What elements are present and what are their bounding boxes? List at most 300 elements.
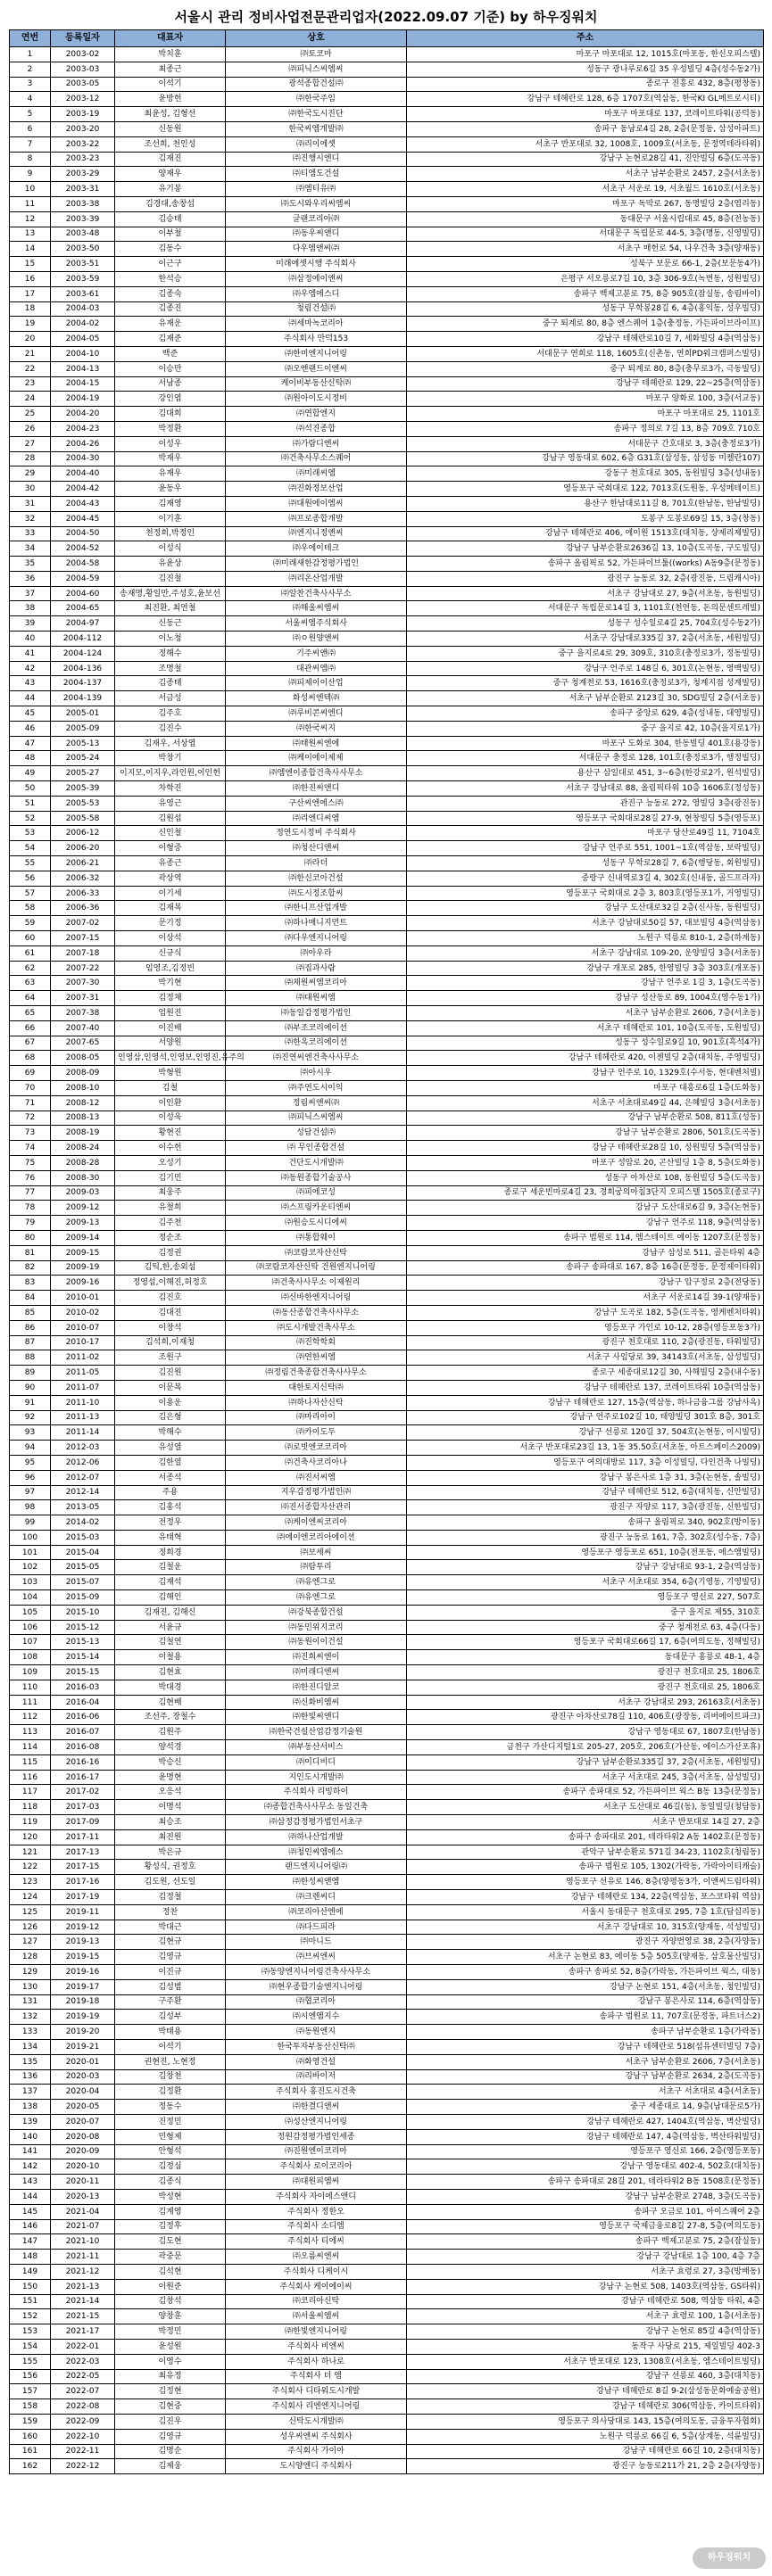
cell-address: 마포구 도화로 304, 한동빌딩 401호(용강동) <box>407 736 764 751</box>
table-row <box>10 1066 764 1081</box>
cell-address: 영등포구 국회대로 122, 7013호(도원동, 우성메테이트) <box>407 482 764 497</box>
cell-address: 강남구 봉은사로 1층 31, 3층(논현동, 솔빌딩) <box>407 1470 764 1485</box>
cell-index: 21 <box>10 346 51 361</box>
table-row <box>10 2459 764 2474</box>
cell-address: 송파구 송파대로 201, 테라타워2 A동 1402호(문정동) <box>407 1829 764 1845</box>
cell-representative: 이인환 <box>115 1095 226 1110</box>
cell-company: 미래에셋시행 주식회사 <box>226 257 407 272</box>
table-row <box>10 616 764 632</box>
cell-index: 117 <box>10 1785 51 1800</box>
cell-representative: 이원준 <box>115 2279 226 2294</box>
cell-index: 156 <box>10 2369 51 2384</box>
table-row <box>10 1201 764 1216</box>
cell-index: 41 <box>10 646 51 661</box>
cell-address: 강남구 봉은사로 114, 6층(역삼동) <box>407 1994 764 2010</box>
cell-index: 130 <box>10 1979 51 1994</box>
cell-date: 2004-02 <box>51 317 115 332</box>
table-row <box>10 451 764 466</box>
cell-index: 153 <box>10 2324 51 2340</box>
table-row <box>10 196 764 211</box>
cell-address: 강남구 논현로 151, 4층(서초동, 청인빌딩) <box>407 1979 764 1994</box>
cell-company: ㈜진화정보산업 <box>226 482 407 497</box>
cell-company: ㈜석진종합 <box>226 421 407 436</box>
table-row <box>10 2039 764 2054</box>
cell-date: 2015-12 <box>51 1620 115 1635</box>
cell-date: 2019-21 <box>51 2039 115 2054</box>
cell-company: 랜드엔지니어링㈜ <box>226 1860 407 1875</box>
cell-company: ㈜ㅇ원양앤씨 <box>226 632 407 647</box>
cell-index: 64 <box>10 991 51 1006</box>
cell-date: 2008-09 <box>51 1066 115 1081</box>
cell-index: 5 <box>10 107 51 122</box>
cell-address: 강남구 테헤란로 134, 22층(역삼동, 포스코타워 역삼) <box>407 1890 764 1905</box>
cell-address: 서초구 강남대로 109-20, 운양빌딩 3층(서초동) <box>407 945 764 961</box>
cell-date: 2017-03 <box>51 1800 115 1815</box>
table-row <box>10 1560 764 1575</box>
cell-address: 강남구 논현로28길 41, 진안빌딩 6층(도곡동) <box>407 152 764 167</box>
cell-index: 142 <box>10 2159 51 2175</box>
cell-index: 73 <box>10 1126 51 1141</box>
cell-representative: 김정후 <box>115 2219 226 2234</box>
cell-representative: 최진원 <box>115 1829 226 1845</box>
table-row <box>10 2100 764 2115</box>
cell-company: ㈜오엔랜드이엔씨 <box>226 361 407 376</box>
cell-index: 69 <box>10 1066 51 1081</box>
cell-address: 마포구 독막로 267, 동명빌딩 2층(염리동) <box>407 196 764 211</box>
cell-company: ㈜마리아이 <box>226 1410 407 1425</box>
cell-address: 광진구 자양번영로 38, 2층(자양동) <box>407 1935 764 1950</box>
cell-index: 26 <box>10 421 51 436</box>
cell-representative: 박형원 <box>115 1066 226 1081</box>
cell-index: 63 <box>10 976 51 991</box>
cell-representative: 박승신 <box>115 1754 226 1770</box>
cell-representative: 오성기 <box>115 1155 226 1170</box>
cell-index: 154 <box>10 2339 51 2354</box>
cell-address: 마포구 당산로49길 11, 7104호 <box>407 826 764 841</box>
cell-company: ㈜한성씨앤엠 <box>226 1875 407 1890</box>
cell-address: 서초구 남부순환로 2606, 7층(서초동) <box>407 1006 764 1021</box>
cell-date: 2005-24 <box>51 751 115 766</box>
cell-representative: 김은형 <box>115 1410 226 1425</box>
table-row <box>10 1020 764 1036</box>
table-row <box>10 1725 764 1740</box>
cell-address: 중구 을지로 42, 10층(을지로1가) <box>407 721 764 736</box>
table-row <box>10 286 764 301</box>
cell-representative: 김정현 <box>115 2384 226 2399</box>
cell-representative: 이수헌 <box>115 1141 226 1156</box>
cell-index: 2 <box>10 62 51 77</box>
cell-index: 29 <box>10 466 51 482</box>
cell-index: 12 <box>10 211 51 227</box>
cell-index: 35 <box>10 557 51 572</box>
table-row <box>10 1395 764 1410</box>
cell-company: ㈜이디비디 <box>226 1754 407 1770</box>
cell-address: 성동구 성수일로4길 25, 704호(성수동2가) <box>407 616 764 632</box>
cell-company: ㈜동원엔지 <box>226 2025 407 2040</box>
cell-company: ㈜하나산업개발 <box>226 1829 407 1845</box>
cell-date: 2003-39 <box>51 211 115 227</box>
cell-company: ㈜리엔디씨엠 <box>226 811 407 826</box>
cell-company: 주식회사 디케이시 <box>226 2264 407 2279</box>
cell-index: 17 <box>10 286 51 301</box>
cell-address: 동대문구 서울시립대로 45, 8층(전농동) <box>407 211 764 227</box>
cell-index: 13 <box>10 227 51 242</box>
table-row <box>10 1366 764 1381</box>
table-row <box>10 931 764 946</box>
cell-representative: 이형중 <box>115 841 226 856</box>
table-row <box>10 1051 764 1066</box>
cell-representative: 김정권 <box>115 1245 226 1260</box>
table-row <box>10 421 764 436</box>
cell-representative: 김도원, 선도일 <box>115 1875 226 1890</box>
cell-date: 2017-19 <box>51 1890 115 1905</box>
cell-date: 2011-02 <box>51 1350 115 1366</box>
cell-company: ㈜동민위지코리 <box>226 1620 407 1635</box>
cell-representative: 김진철 <box>115 571 226 586</box>
cell-address: 중구 퇴계로 80, 8층 엔스퀘어 1층(충정동, 가든파이브라이프) <box>407 317 764 332</box>
cell-date: 2015-09 <box>51 1590 115 1606</box>
table-row <box>10 1710 764 1725</box>
cell-index: 11 <box>10 196 51 211</box>
cell-date: 2004-112 <box>51 632 115 647</box>
cell-date: 2004-52 <box>51 541 115 557</box>
table-row <box>10 1260 764 1276</box>
cell-index: 14 <box>10 242 51 257</box>
cell-representative: 김한열 <box>115 1455 226 1470</box>
cell-date: 2022-10 <box>51 2429 115 2444</box>
cell-index: 161 <box>10 2444 51 2459</box>
cell-index: 45 <box>10 706 51 722</box>
cell-representative: 김창천 <box>115 2069 226 2085</box>
cell-representative: 윤동우 <box>115 482 226 497</box>
cell-date: 2004-20 <box>51 407 115 422</box>
cell-address: 광진구 자양로 117, 3층(광진동, 신한빌딩) <box>407 1500 764 1515</box>
table-row <box>10 721 764 736</box>
cell-address: 강남구 테헤란로 518(섬유센터빌딩 7층) <box>407 2039 764 2054</box>
cell-company: ㈜미래디엔씨 <box>226 1665 407 1680</box>
table-row <box>10 317 764 332</box>
table-row <box>10 2219 764 2234</box>
cell-date: 2010-07 <box>51 1320 115 1335</box>
cell-representative: 김제웅 <box>115 2459 226 2474</box>
cell-date: 2011-13 <box>51 1410 115 1425</box>
cell-date: 2019-13 <box>51 1935 115 1950</box>
cell-address: 송파구 송파로 52, 8층(가락동, 가든파이브 웍스, 대동) <box>407 1965 764 1980</box>
table-row <box>10 1441 764 1456</box>
cell-representative: 한석승 <box>115 271 226 286</box>
cell-representative: 김재진, 김해신 <box>115 1605 226 1620</box>
cell-date: 2009-14 <box>51 1230 115 1245</box>
table-row <box>10 1665 764 1680</box>
cell-date: 2020-11 <box>51 2175 115 2190</box>
cell-address: 강남구 논현로 85길 4층(역삼동) <box>407 2324 764 2340</box>
table-row <box>10 1935 764 1950</box>
cell-index: 126 <box>10 1920 51 1935</box>
cell-index: 120 <box>10 1829 51 1845</box>
cell-company: ㈜브씨엔씨 <box>226 1950 407 1965</box>
cell-representative: 김종숙 <box>115 286 226 301</box>
cell-address: 송파구 법원로 114, 엠스테이트 에이동 1207호(문정동) <box>407 1230 764 1245</box>
table-row <box>10 2129 764 2144</box>
registry-table <box>9 29 764 2474</box>
cell-representative: 김홍석 <box>115 1500 226 1515</box>
cell-address: 강남구 도산대로6길 9, 3층(논현동) <box>407 1201 764 1216</box>
table-row <box>10 77 764 92</box>
cell-representative: 유재우 <box>115 466 226 482</box>
table-row <box>10 2159 764 2175</box>
cell-company: ㈜다드피라 <box>226 1920 407 1935</box>
cell-representative: 김창석 <box>115 2294 226 2309</box>
cell-company: ㈜동일감정평가법인 <box>226 1006 407 1021</box>
cell-address: 마포구 마포대로 25, 1101호 <box>407 407 764 422</box>
cell-index: 105 <box>10 1605 51 1620</box>
cell-company: 주식회사 정한오 <box>226 2204 407 2219</box>
cell-date: 2009-13 <box>51 1216 115 1231</box>
cell-representative: 신규식 <box>115 945 226 961</box>
cell-company: ㈜협코리아 <box>226 1994 407 2010</box>
table-row <box>10 1276 764 1291</box>
cell-date: 2015-13 <box>51 1635 115 1650</box>
cell-representative: 윤성원 <box>115 2339 226 2354</box>
cell-company: ㈜부동산서비스 <box>226 1740 407 1755</box>
cell-representative: 유철희 <box>115 1201 226 1216</box>
cell-date: 2021-12 <box>51 2264 115 2279</box>
cell-company: ㈜아시우 <box>226 1066 407 1081</box>
cell-company: ㈜유엔그로 <box>226 1590 407 1606</box>
cell-date: 2003-19 <box>51 107 115 122</box>
cell-representative: 김성부 <box>115 2010 226 2025</box>
cell-index: 88 <box>10 1350 51 1366</box>
cell-date: 2003-29 <box>51 167 115 182</box>
cell-address: 송파구 정의로 7길 13, 8층 709호 710호 <box>407 421 764 436</box>
table-row <box>10 706 764 722</box>
cell-company: 정원감정평가법인세종 <box>226 2129 407 2144</box>
cell-date: 2004-59 <box>51 571 115 586</box>
cell-company: ㈜한진디알코 <box>226 1680 407 1695</box>
cell-address: 영등포구 국회대로66길 17, 6층(여의도동, 정해빌딩) <box>407 1635 764 1650</box>
column-header-representative: 대표자 <box>115 30 226 47</box>
cell-index: 65 <box>10 1006 51 1021</box>
cell-representative: 박정환 <box>115 421 226 436</box>
cell-company: 주식회사 로이코리아 <box>226 2159 407 2175</box>
cell-index: 85 <box>10 1305 51 1320</box>
cell-address: 영등포구 선유로 146, 8층(양평동3가, 이앤씨드림타워) <box>407 1875 764 1890</box>
cell-address: 강남구 언주로102길 10, 태양빌딩 301호 8층, 301호 <box>407 1410 764 1425</box>
cell-representative: 황성식, 권정호 <box>115 1860 226 1875</box>
cell-index: 157 <box>10 2384 51 2399</box>
table-row <box>10 2339 764 2354</box>
cell-address: 강남구 영동대로 602, 6층 G31호(삼성동, 삼성동 미켈란107) <box>407 451 764 466</box>
cell-date: 2008-10 <box>51 1080 115 1095</box>
cell-representative: 양석경 <box>115 1740 226 1755</box>
cell-date: 2010-02 <box>51 1305 115 1320</box>
table-row <box>10 901 764 916</box>
cell-representative: 김원주 <box>115 1725 226 1740</box>
cell-company: ㈜루비콘씨엔디 <box>226 706 407 722</box>
cell-representative: 강인엽 <box>115 392 226 407</box>
cell-company: ㈜종합건축사사무소 동일건축 <box>226 1800 407 1815</box>
cell-company: ㈜정림건축종합건축사사무소 <box>226 1366 407 1381</box>
cell-company: ㈜시엔엠지수 <box>226 2010 407 2025</box>
cell-date: 2003-23 <box>51 152 115 167</box>
cell-representative: 김정심 <box>115 2159 226 2175</box>
cell-address: 동작구 사당로 215, 제일빌딩 402-3 <box>407 2339 764 2354</box>
table-row <box>10 1845 764 1860</box>
cell-address: 광진구 천호대로 25, 1806호 <box>407 1665 764 1680</box>
cell-company: ㈜유엔그로 <box>226 1575 407 1590</box>
cell-company: ㈜카이도두 <box>226 1425 407 1441</box>
cell-date: 2005-09 <box>51 721 115 736</box>
cell-company: 주식회사 디타워도시개발 <box>226 2384 407 2399</box>
cell-representative: 신동원 <box>115 121 226 136</box>
cell-company: 주식회사 소디엠 <box>226 2219 407 2234</box>
cell-address: 강남구 테헤란로 137, 코레이트타워 10층(역삼동) <box>407 1380 764 1395</box>
cell-representative: 이근구 <box>115 257 226 272</box>
cell-company: ㈜한진씨앤디 <box>226 781 407 797</box>
cell-date: 2021-13 <box>51 2279 115 2294</box>
cell-company: ㈜우엠에스디 <box>226 286 407 301</box>
cell-index: 121 <box>10 1845 51 1860</box>
cell-company: 성담건설㈜ <box>226 1126 407 1141</box>
cell-date: 2009-19 <box>51 1260 115 1276</box>
cell-company: ㈜피닉스씨엠씨 <box>226 1110 407 1126</box>
cell-index: 33 <box>10 526 51 541</box>
cell-date: 2019-20 <box>51 2025 115 2040</box>
cell-representative: 최윤성, 김형선 <box>115 107 226 122</box>
cell-index: 114 <box>10 1740 51 1755</box>
cell-address: 광진구 천호대로 110, 2층(광진동, 타워빌딩) <box>407 1335 764 1350</box>
cell-address: 강남구 테헤란로 512, 6층(대치동, 신안빌딩) <box>407 1485 764 1500</box>
cell-company: ㈜라더 <box>226 856 407 871</box>
table-row <box>10 511 764 526</box>
cell-company: 케이비부동산신탁㈜ <box>226 376 407 392</box>
column-header-company: 상호 <box>226 30 407 47</box>
cell-company: ㈜미래씨엠 <box>226 466 407 482</box>
cell-address: 영등포구 여의대방로 117, 3층 이성빌딩, 다인건축 나빌딩) <box>407 1455 764 1470</box>
cell-date: 2004-30 <box>51 451 115 466</box>
cell-company: ㈜화영건설 <box>226 2054 407 2069</box>
table-row <box>10 1141 764 1156</box>
cell-address: 강남구 압구정로 2층(전당동) <box>407 1276 764 1291</box>
cell-address: 강남구 남부순환로 2634, 2층(도곡동) <box>407 2069 764 2085</box>
table-row <box>10 1485 764 1500</box>
cell-index: 146 <box>10 2219 51 2234</box>
cell-address: 성동구 성수일로9길 10, 901호(흑석4가) <box>407 1036 764 1051</box>
column-header-date: 등록일자 <box>51 30 115 47</box>
cell-date: 2009-03 <box>51 1185 115 1201</box>
cell-company: ㈜한결디앤씨 <box>226 2100 407 2115</box>
cell-index: 102 <box>10 1560 51 1575</box>
cell-address: 강남구 삼성로 511, 골든타워 4층 <box>407 1245 764 1260</box>
cell-representative: 민형제 <box>115 2129 226 2144</box>
cell-index: 92 <box>10 1410 51 1425</box>
cell-representative: 주용 <box>115 1485 226 1500</box>
cell-address: 강남구 테헤란로 66길 10, 2층(대치동) <box>407 2444 764 2459</box>
cell-representative: 박치훈 <box>115 47 226 62</box>
cell-date: 2016-07 <box>51 1725 115 1740</box>
cell-company: ㈜대원에이엠씨 <box>226 496 407 511</box>
cell-address: 서초구 효령로 100, 1층(서초동) <box>407 2309 764 2324</box>
cell-representative: 문기정 <box>115 916 226 931</box>
cell-index: 66 <box>10 1020 51 1036</box>
cell-address: 서초구 강남대로 10, 315호(양재동, 석성빌딩) <box>407 1920 764 1935</box>
cell-company: 대한토지신탁㈜ <box>226 1380 407 1395</box>
cell-index: 97 <box>10 1485 51 1500</box>
table-row <box>10 1575 764 1590</box>
cell-company: ㈜대원씨엠 <box>226 991 407 1006</box>
cell-company: ㈜진학학회 <box>226 1335 407 1350</box>
cell-representative: 김명순 <box>115 2444 226 2459</box>
cell-date: 2004-42 <box>51 482 115 497</box>
cell-representative: 이상석 <box>115 931 226 946</box>
cell-company: ㈜우에이테크 <box>226 541 407 557</box>
cell-address: 금천구 가산디지털1로 205-27, 205호, 206호(가산동, 에이스가산포휴) <box>407 1740 764 1755</box>
table-row <box>10 2085 764 2100</box>
cell-representative: 김진수 <box>115 721 226 736</box>
cell-index: 62 <box>10 961 51 976</box>
cell-date: 2003-12 <box>51 92 115 107</box>
cell-address: 서초구 사임당로 39, 34143호(서초동, 삼성빌딩) <box>407 1350 764 1366</box>
cell-company: ㈜한신코아건설 <box>226 871 407 886</box>
cell-company: ㈜집과사람 <box>226 961 407 976</box>
cell-date: 2021-11 <box>51 2250 115 2265</box>
cell-company: 정연도시정비 주식회사 <box>226 826 407 841</box>
cell-date: 2016-16 <box>51 1754 115 1770</box>
cell-address: 서초구 남부순환로 2606, 7층(서초동) <box>407 2054 764 2069</box>
cell-representative: 천정희,박정인 <box>115 526 226 541</box>
cell-company: ㈜엔지니정앤씨 <box>226 526 407 541</box>
cell-index: 78 <box>10 1201 51 1216</box>
cell-index: 125 <box>10 1904 51 1920</box>
cell-date: 2017-02 <box>51 1785 115 1800</box>
cell-date: 2004-97 <box>51 616 115 632</box>
cell-index: 123 <box>10 1875 51 1890</box>
cell-representative: 김재영 <box>115 496 226 511</box>
table-row <box>10 2204 764 2219</box>
cell-company: ㈜건축사코리아나 <box>226 1455 407 1470</box>
cell-index: 131 <box>10 1994 51 2010</box>
table-row <box>10 1860 764 1875</box>
cell-date: 2015-10 <box>51 1605 115 1620</box>
cell-address: 강남구 남부순환로 2806, 501호(도곡동) <box>407 1126 764 1141</box>
table-row <box>10 916 764 931</box>
cell-index: 71 <box>10 1095 51 1110</box>
cell-company: ㈜오름씨엔씨 <box>226 2250 407 2265</box>
cell-index: 98 <box>10 1500 51 1515</box>
cell-date: 2004-58 <box>51 557 115 572</box>
cell-representative: 이성식 <box>115 541 226 557</box>
table-row <box>10 1875 764 1890</box>
cell-company: 정림씨앤씨㈜ <box>226 1095 407 1110</box>
cell-representative: 정해수 <box>115 646 226 661</box>
cell-company: 청림건설㈜ <box>226 301 407 317</box>
cell-address: 송파구 올림픽로 52, 가든파이브툴((works) A동9층(문정동) <box>407 557 764 572</box>
cell-index: 136 <box>10 2069 51 2085</box>
table-row <box>10 1185 764 1201</box>
cell-representative: 김종진 <box>115 301 226 317</box>
cell-address: 영등포구 국제금융로8길 27-8, 5층(여의도동) <box>407 2219 764 2234</box>
cell-index: 145 <box>10 2204 51 2219</box>
cell-representative: 김경대,송창섭 <box>115 196 226 211</box>
cell-representative: 유태혁 <box>115 1530 226 1545</box>
cell-representative: 이창석 <box>115 1320 226 1335</box>
cell-company: ㈜피제이이산업 <box>226 676 407 691</box>
table-row <box>10 1950 764 1965</box>
cell-index: 99 <box>10 1515 51 1531</box>
cell-company: 한국씨엠개발㈜ <box>226 121 407 136</box>
cell-representative: 이영수 <box>115 2354 226 2369</box>
cell-date: 2012-03 <box>51 1441 115 1456</box>
